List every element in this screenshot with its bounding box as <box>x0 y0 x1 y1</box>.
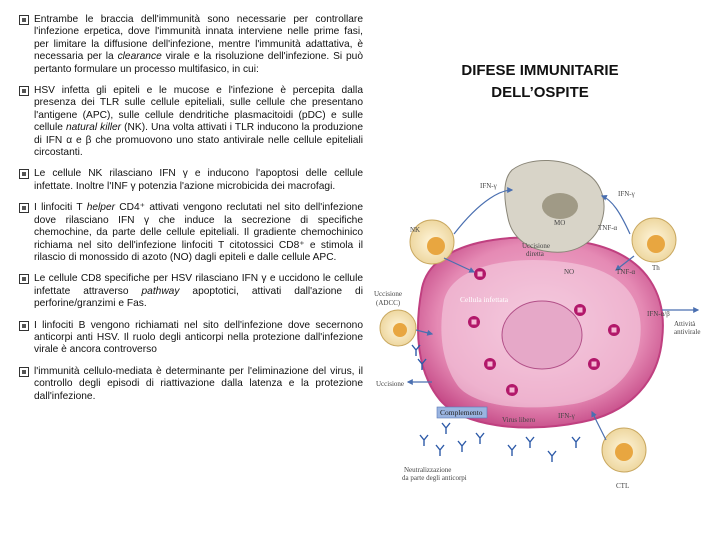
virus-particle-icon <box>484 358 496 370</box>
bullet-text: HSV infetta gli epiteli e le mucose e l'infezione è percepita dalla presenza dei TLR sulle cellule epiteliali, sulle cellule che presentano l'antigene (APC), sulle cellule dendritiche plasmacitoidi (pDC) e sulle cellule <box>34 85 363 134</box>
bullet-text: apoptotici, attivati dall'azione di perforine/granzimi e Fas. <box>34 285 363 310</box>
label-ifn-gamma-bottom: IFN-γ <box>558 412 575 420</box>
checkbox-bullet-icon <box>19 169 29 179</box>
label-th: Th <box>652 264 660 272</box>
label-tnf-alpha-right: TNF-α <box>616 268 636 276</box>
label-ifn-gamma-top: IFN-γ <box>480 182 497 190</box>
bullet-item <box>19 366 363 403</box>
antibody-icon <box>420 435 428 446</box>
title-line-2: DELL’OSPITE <box>491 84 589 101</box>
italic-term: helper <box>86 202 116 214</box>
label-cellula-infettata: Cellula infettata <box>460 295 509 304</box>
slide-title <box>440 60 640 104</box>
label-neutralizzazione-1: Neutralizzazione <box>404 466 452 474</box>
bullet-item <box>19 85 363 159</box>
label-ifn-alpha-beta: IFN-α/β <box>647 310 670 318</box>
antibody-icon <box>508 445 516 456</box>
title-line-1: DIFESE IMMUNITARIE <box>461 62 619 79</box>
checkbox-bullet-icon <box>19 203 29 213</box>
virus-particle-icon <box>474 268 486 280</box>
bullet-text: I linfociti T <box>34 202 87 214</box>
label-ifn-gamma-right: IFN-γ <box>618 190 635 198</box>
bullet-item <box>19 14 363 76</box>
checkbox-bullet-icon <box>19 86 29 96</box>
italic-term: pathway <box>141 285 180 297</box>
antibody-icon <box>548 451 556 462</box>
label-tnf-alpha-top: TNF-α <box>598 224 618 232</box>
bullet-text: CD4⁺ attivati vengono reclutati nel sito dell'infezione dove rilasciano IFN γ che induce la secrezione di specifiche chemochine, da parte delle cellule epiteliali. Il gradiente chemochinico richiama nel sito dell'infezione linfociti T citotossici CD8⁺ e stimola il rilascio di monossido di azoto (NO) dagli epiteli e dalle cellule APC. <box>34 202 363 263</box>
virus-particle-icon <box>506 384 518 396</box>
virus-particle-icon <box>608 324 620 336</box>
bullet-item <box>19 273 363 310</box>
bullet-text: Entrambe le braccia dell'immunità sono necessarie per controllare l'infezione erpetica, dove l'immunità innata interviene nelle prime fasi, per limitare la diffusione dell'infezione, mentre l'immunità adattativa, è necessaria per la <box>34 14 363 63</box>
checkbox-bullet-icon <box>19 15 29 25</box>
complement-box <box>437 407 487 418</box>
label-neutralizzazione-2: da parte degli anticorpi <box>402 474 467 482</box>
label-uccisione-diretta-1: Uccisione <box>522 242 550 250</box>
text-column <box>19 14 363 412</box>
bullet-item <box>19 320 363 357</box>
immune-defense-diagram <box>362 150 707 530</box>
macrophage <box>505 160 604 252</box>
antibody-icon <box>526 437 534 448</box>
effector-cell-left <box>380 310 416 346</box>
virus-particle-icon <box>468 316 480 328</box>
virus-particle-icon <box>588 358 600 370</box>
label-virus-libero: Virus libero <box>502 416 536 424</box>
th-cell <box>632 218 676 272</box>
infected-cell <box>418 237 663 427</box>
bullet-text: l'immunità cellulo-mediata è determinante per l'eliminazione del virus, il controllo degli episodi di riattivazione dalla latenza e la protezione dall'infezione. <box>34 365 363 402</box>
label-adcc-1: Uccisione <box>374 290 402 298</box>
nk-cell <box>410 220 454 264</box>
antibody-icon <box>436 445 444 456</box>
checkbox-bullet-icon <box>19 367 29 377</box>
bullet-text: (NK). Una volta attivati i TLR inducono la produzione di IFN α e β che promuovono uno stato antivirale nelle cellule epiteliali circostanti. <box>34 122 363 159</box>
label-complemento: Complemento <box>440 408 483 417</box>
cell-nucleus <box>502 301 582 369</box>
bullet-text: virale e la risoluzione dell'infezione. Si può pertanto formulare un processo multifasico, in cui: <box>34 51 363 75</box>
checkbox-bullet-icon <box>19 274 29 284</box>
checkbox-bullet-icon <box>19 321 29 331</box>
ctl-cell <box>602 428 646 490</box>
bullet-text: Le cellule NK rilasciano IFN γ e inducono l'apoptosi delle cellule infettate. Inoltre l'INF γ potenzia l'azione microbicida dei macrofagi. <box>34 168 363 192</box>
virus-particle-icon <box>574 304 586 316</box>
bullet-text: I linfociti B vengono richiamati nel sito dell'infezione dove secernono anticorpi anti HSV. Il ruolo degli anticorpi nella protezione dall'infezione virale è ancora controverso <box>34 319 363 356</box>
bullet-item <box>19 168 363 193</box>
label-ctl: CTL <box>616 482 630 490</box>
antibody-icon <box>442 423 450 434</box>
label-adcc-2: (ADCC) <box>376 299 401 307</box>
label-uccisione: Uccisione <box>376 380 404 388</box>
antibody-icon <box>476 433 484 444</box>
label-nk: NK <box>410 226 421 234</box>
bullet-text: Le cellule CD8 specifiche per HSV rilasciano IFN γ e uccidono le cellule infettate attraverso <box>34 273 363 297</box>
label-uccisione-diretta-2: diretta <box>526 250 544 258</box>
label-mo: MO <box>554 219 566 227</box>
label-attivita-1: Attività <box>674 320 696 328</box>
bullet-item <box>19 202 363 264</box>
italic-term: clearance <box>117 51 162 63</box>
antibody-icon <box>572 437 580 448</box>
label-no: NO <box>564 268 575 276</box>
antibody-icon <box>458 441 466 452</box>
label-attivita-2: antivirale <box>674 328 701 336</box>
italic-term: natural killer <box>65 122 122 134</box>
